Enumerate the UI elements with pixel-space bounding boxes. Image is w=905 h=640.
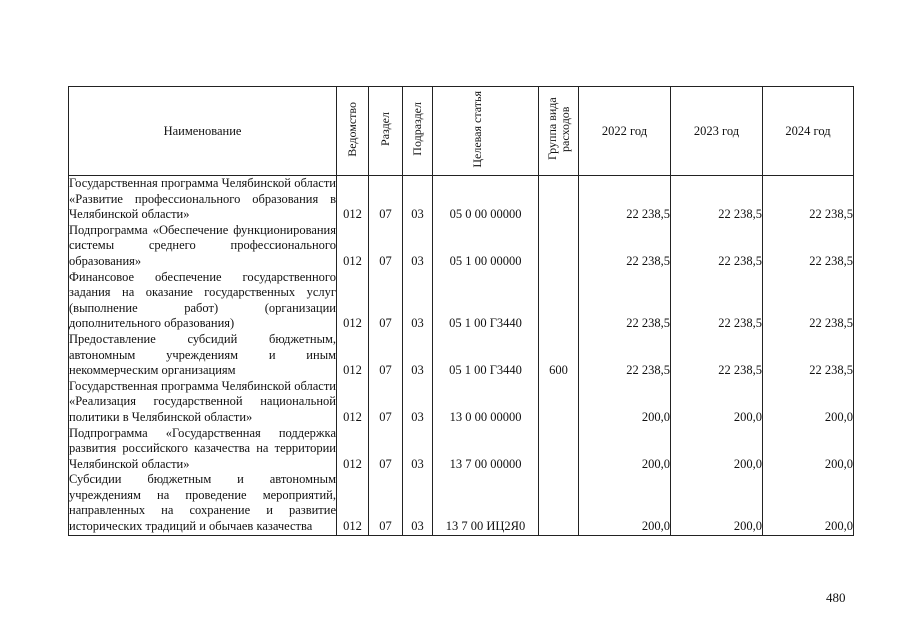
page-number: 480 (826, 590, 846, 605)
row-subsection: 03 (403, 332, 433, 379)
row-group (539, 472, 579, 535)
row-group: 600 (539, 332, 579, 379)
row-2023: 22 238,5 (671, 332, 763, 379)
row-2022: 200,0 (579, 472, 671, 535)
row-2022: 22 238,5 (579, 176, 671, 223)
header-2023: 2023 год (671, 87, 763, 176)
table-row (69, 426, 854, 473)
row-name: Субсидии бюджетным и автономным учреждениям на проведение мероприятий, направленных на сохранение и развитие исторических традиций и обычаев казачества (69, 472, 337, 535)
row-subsection: 03 (403, 426, 433, 473)
row-target: 13 7 00 ИЦ2Я0 (433, 472, 539, 535)
row-target: 05 1 00 00000 (433, 223, 539, 270)
row-subsection: 03 (403, 176, 433, 223)
header-target: Целевая статья (433, 87, 539, 176)
row-group (539, 270, 579, 332)
row-target: 13 7 00 00000 (433, 426, 539, 473)
header-name: Наименование (69, 87, 337, 176)
row-section: 07 (369, 332, 403, 379)
row-dept: 012 (337, 379, 369, 426)
row-group (539, 379, 579, 426)
row-section: 07 (369, 426, 403, 473)
row-2022: 22 238,5 (579, 223, 671, 270)
table-row (69, 270, 854, 332)
row-2024: 200,0 (763, 426, 854, 473)
header-dept: Ведомство (337, 87, 369, 176)
row-2024: 22 238,5 (763, 332, 854, 379)
row-target: 05 0 00 00000 (433, 176, 539, 223)
row-target: 13 0 00 00000 (433, 379, 539, 426)
row-2024: 22 238,5 (763, 176, 854, 223)
row-2022: 200,0 (579, 379, 671, 426)
row-2024: 22 238,5 (763, 223, 854, 270)
row-section: 07 (369, 270, 403, 332)
row-target: 05 1 00 Г3440 (433, 270, 539, 332)
table-body (69, 176, 854, 536)
row-subsection: 03 (403, 270, 433, 332)
row-2023: 22 238,5 (671, 223, 763, 270)
row-group (539, 426, 579, 473)
row-2022: 22 238,5 (579, 332, 671, 379)
row-2024: 22 238,5 (763, 270, 854, 332)
row-name: Государственная программа Челябинской области «Развитие профессионального образования в Челябинской области» (69, 176, 336, 222)
header-section: Раздел (369, 87, 403, 176)
row-name: Финансовое обеспечение государственного задания на оказание государственных услуг (выполнение работ) (организации дополнительного образования) (69, 269, 336, 331)
row-subsection: 03 (403, 472, 433, 535)
row-group (539, 176, 579, 223)
row-target: 05 1 00 Г3440 (433, 332, 539, 379)
row-dept: 012 (337, 332, 369, 379)
row-2023: 200,0 (671, 379, 763, 426)
row-name: Предоставление субсидий бюджетным, автономным учреждениям и иным некоммерческим организациям (69, 331, 336, 378)
row-dept: 012 (337, 472, 369, 535)
row-group (539, 223, 579, 270)
header-2024: 2024 год (763, 87, 854, 176)
budget-table (68, 86, 854, 536)
row-2023: 200,0 (671, 472, 763, 535)
table-row (69, 472, 854, 535)
table-row (69, 223, 854, 270)
header-row (69, 87, 854, 176)
row-subsection: 03 (403, 379, 433, 426)
row-section: 07 (369, 176, 403, 223)
row-2024: 200,0 (763, 379, 854, 426)
row-name: Государственная программа Челябинской области «Реализация государственной национальной политики в Челябинской области» (69, 378, 336, 424)
table-row (69, 379, 854, 426)
row-section: 07 (369, 379, 403, 426)
row-2022: 22 238,5 (579, 270, 671, 332)
row-section: 07 (369, 472, 403, 535)
row-2022: 200,0 (579, 426, 671, 473)
table-row (69, 176, 854, 223)
row-dept: 012 (337, 270, 369, 332)
table-row (69, 332, 854, 379)
header-subsection: Подраздел (403, 87, 433, 176)
row-2023: 22 238,5 (671, 270, 763, 332)
row-dept: 012 (337, 223, 369, 270)
row-dept: 012 (337, 426, 369, 473)
row-name: Подпрограмма «Обеспечение функционирования системы среднего профессионального образования» (69, 222, 336, 268)
row-section: 07 (369, 223, 403, 270)
row-2023: 200,0 (671, 426, 763, 473)
header-2022: 2022 год (579, 87, 671, 176)
row-dept: 012 (337, 176, 369, 223)
row-2023: 22 238,5 (671, 176, 763, 223)
row-subsection: 03 (403, 223, 433, 270)
row-name: Подпрограмма «Государственная поддержка развития российского казачества на территории Челябинской области» (69, 425, 336, 471)
header-group: Группа вида расходов (539, 87, 579, 176)
row-2024: 200,0 (763, 472, 854, 535)
